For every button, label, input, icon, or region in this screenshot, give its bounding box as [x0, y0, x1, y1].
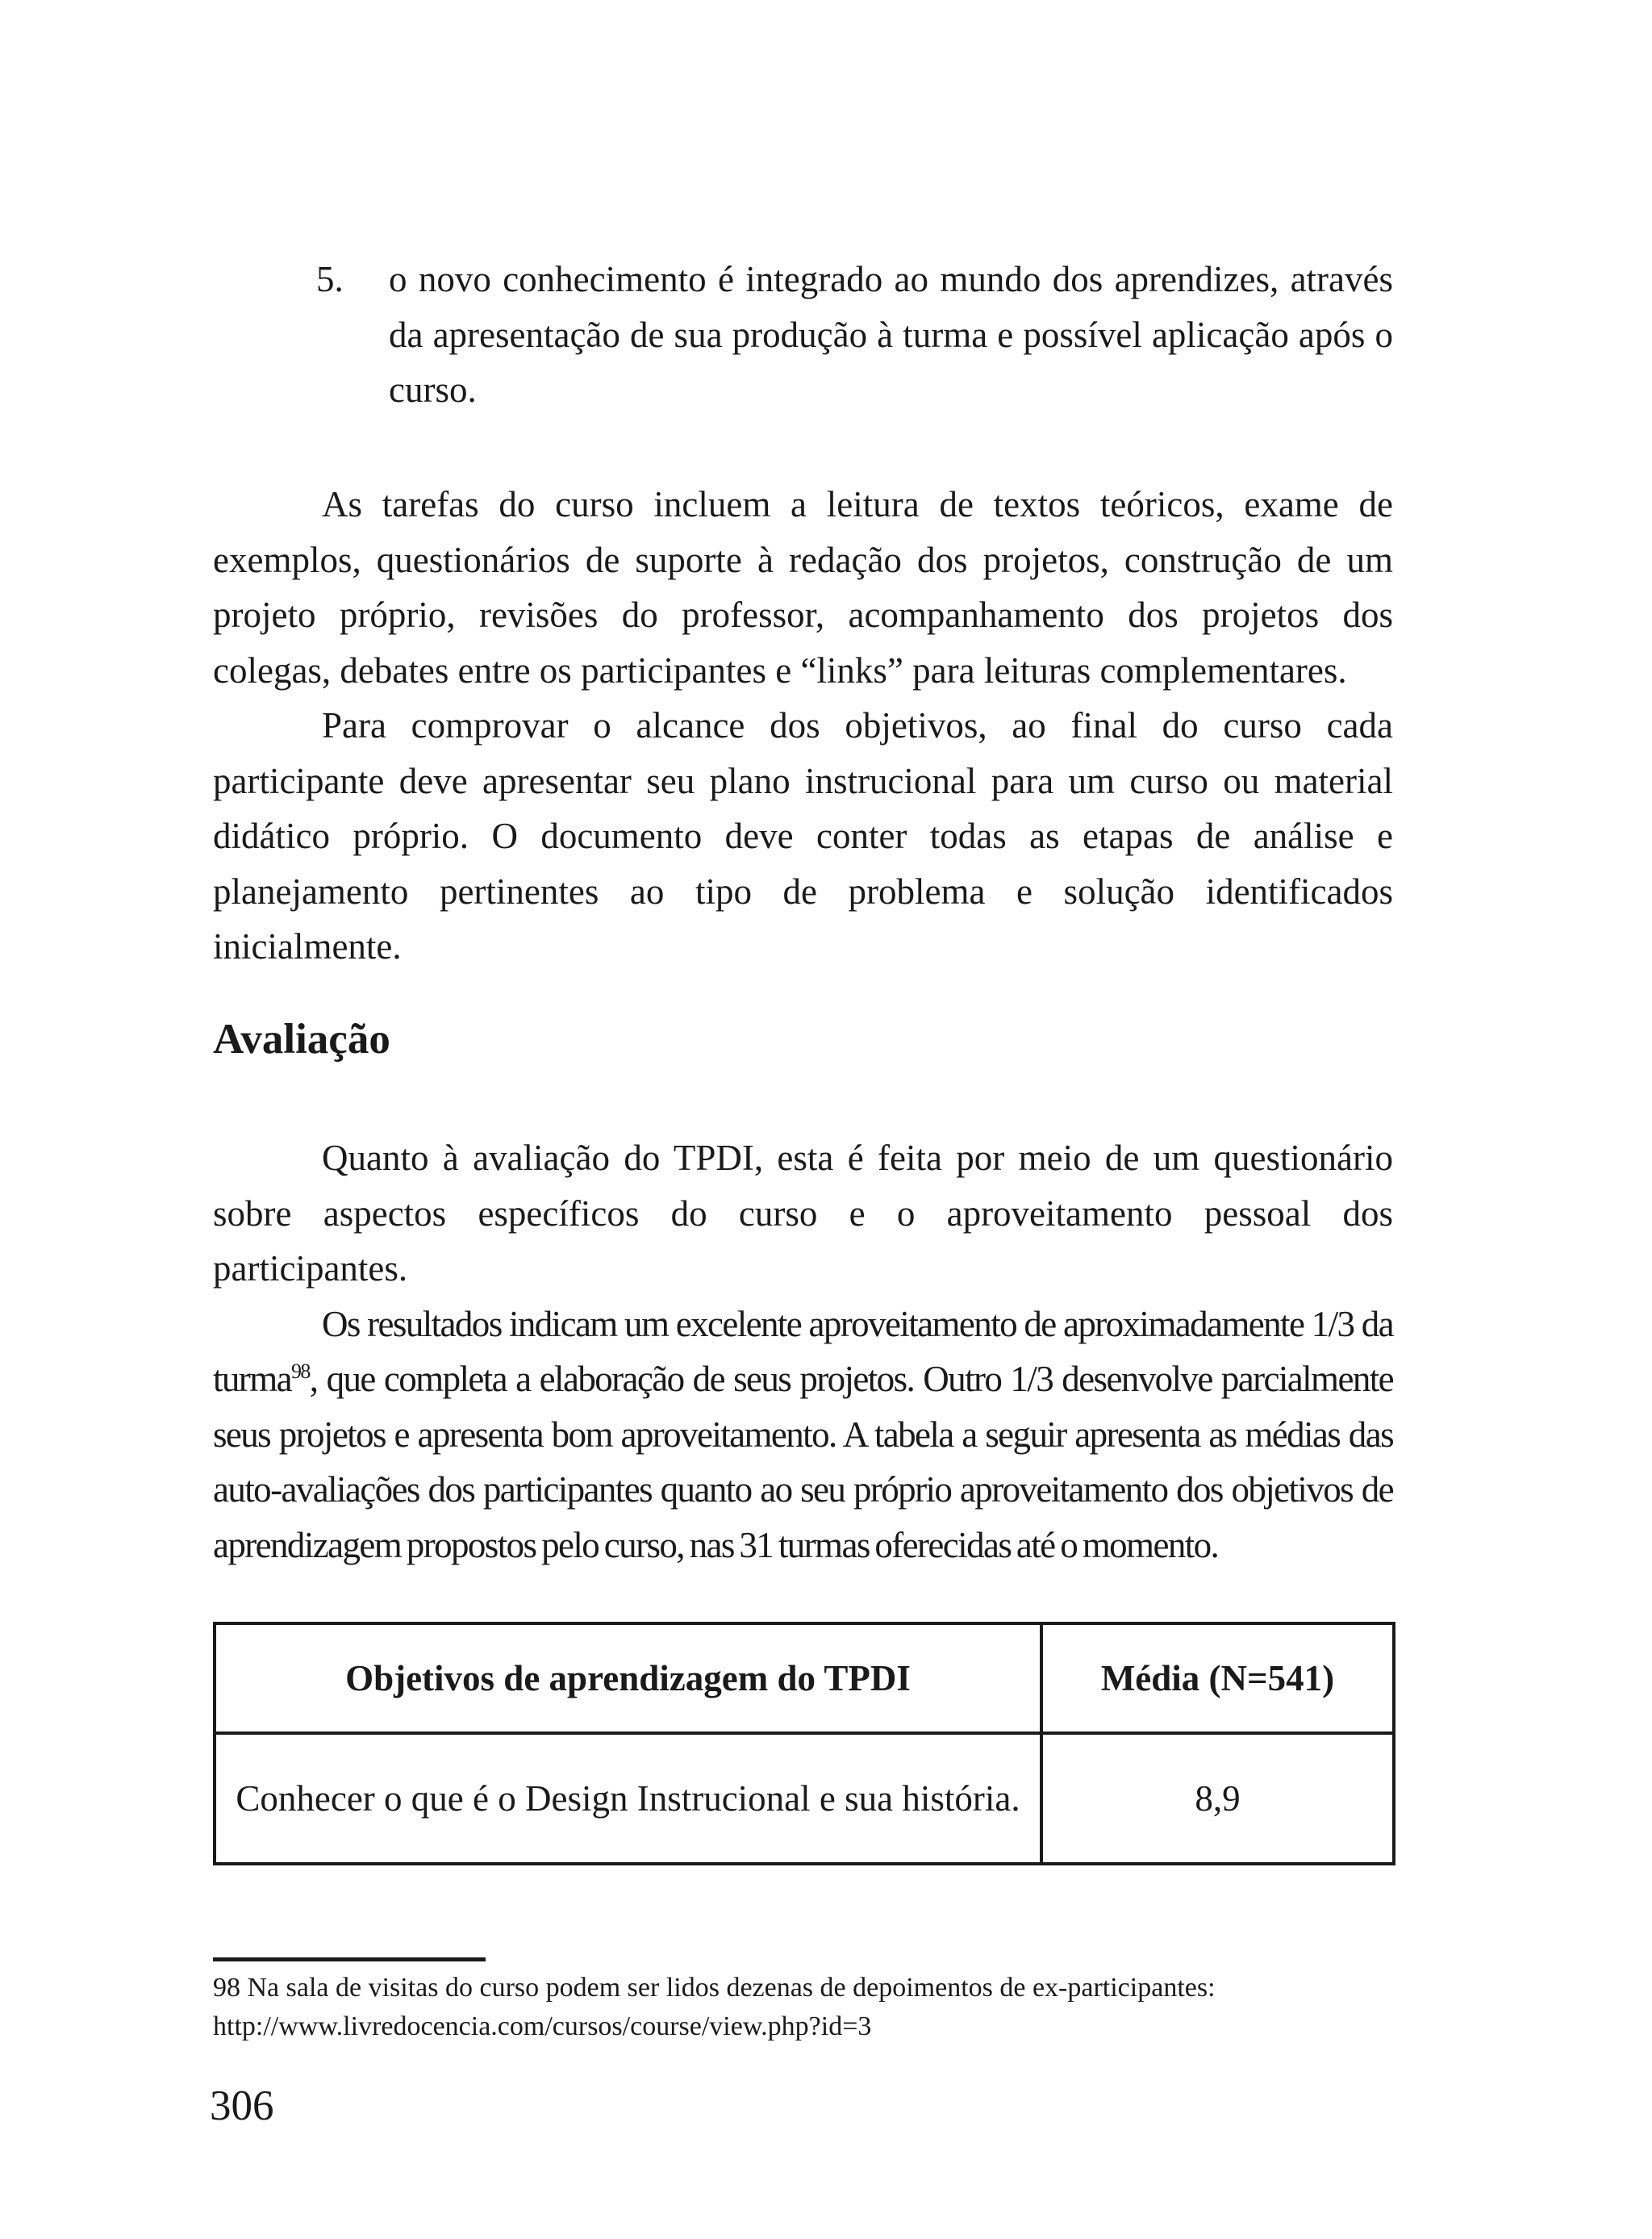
table-header-row [215, 1623, 1394, 1733]
paragraph-evaluation: Quanto à avaliação do TPDI, esta é feita por meio de um questionário sobre aspectos específicos do curso e o aproveitamento pessoal dos participantes. [213, 1138, 1393, 1289]
footnote-divider [213, 1957, 486, 1961]
body-section-tasks [213, 477, 1393, 975]
objectives-table [213, 1622, 1395, 1865]
table-cell-objective: Conhecer o que é o Design Instrucional e sua história. [215, 1733, 1041, 1864]
list-item-number: 5. [316, 259, 344, 299]
page-number: 306 [210, 2082, 274, 2129]
section-heading: Avaliação [213, 1016, 390, 1063]
footnote-reference: 98 [290, 1360, 310, 1383]
footnote-text: 98 Na sala de visitas do curso podem ser lidos dezenas de depoimentos de ex-participantes: http://www.livredocencia.com/cursos/course/view.php?id=3 [213, 1973, 1216, 2041]
paragraph-course-tasks: As tarefas do curso incluem a leitura de textos teóricos, exame de exemplos, questionários de suporte à redação dos projetos, construção de um projeto próprio, revisões do professor, acompanhamento dos projetos dos colegas, debates entre os participantes e “links” para leituras complementares. [213, 484, 1393, 691]
table-cell-average: 8,9 [1041, 1733, 1394, 1864]
results-text-end: , que completa a elaboração de seus projetos. Outro 1/3 desenvolve parcialmente seus projetos e apresenta bom aproveitamento. A tabela a seguir apresenta as médias das auto-avaliações dos participantes quanto ao seu próprio aproveitamento dos objetivos de aprendizagem propostos pelo curso, nas 31 turmas oferecidas até o momento. [213, 1359, 1393, 1565]
table-row [215, 1733, 1394, 1864]
paragraph-results [213, 1297, 1393, 1573]
results-text-start: Os resultados indicam um excelente aproveitamento de aproximadamente 1/3 da turma [213, 1303, 1393, 1399]
body-section-evaluation [213, 1130, 1393, 1573]
table-header-average: Média (N=541) [1041, 1623, 1394, 1733]
list-item-text: o novo conhecimento é integrado ao mundo dos aprendizes, através da apresentação de sua produção à turma e possível aplicação após o curso. [389, 259, 1393, 410]
paragraph-objectives: Para comprovar o alcance dos objetivos, ao final do curso cada participante deve apresentar seu plano instrucional para um curso ou material didático próprio. O documento deve conter todas as etapas de análise e planejamento pertinentes ao tipo de problema e solução identificados inicialmente. [213, 705, 1393, 967]
table-header-objectives: Objetivos de aprendizagem do TPDI [215, 1623, 1041, 1733]
